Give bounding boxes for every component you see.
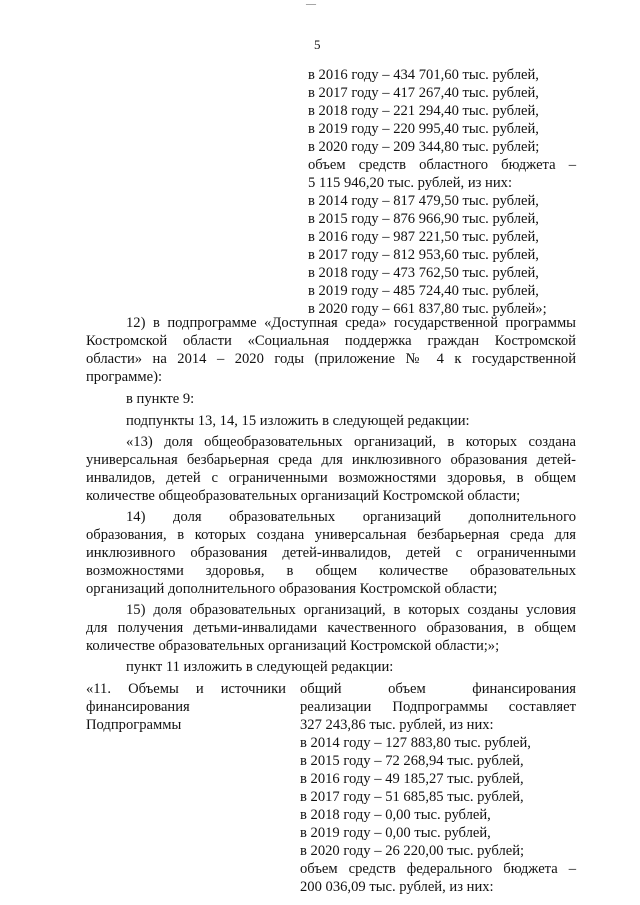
table-right-line: в 2014 году – 127 883,80 тыс. рублей,	[300, 735, 531, 751]
table-right-line: в 2016 году – 49 185,27 тыс. рублей,	[300, 771, 524, 787]
amount-line: в 2020 году – 209 344,80 тыс. рублей;	[308, 139, 540, 155]
table-left-line: финансирования	[86, 699, 190, 715]
amount-line: в 2018 году – 221 294,40 тыс. рублей,	[308, 103, 539, 119]
table-right-line: в 2017 году – 51 685,85 тыс. рублей,	[300, 789, 524, 805]
paragraph-line: 15) доля образовательных организаций, в которых созданы условия	[126, 602, 576, 618]
paragraph-line: количестве образовательных организаций Костромской области;»;	[86, 638, 500, 654]
table-right-line: в 2015 году – 72 268,94 тыс. рублей,	[300, 753, 524, 769]
table-right-line: 327 243,86 тыс. рублей, из них:	[300, 717, 494, 733]
table-right-line: объем средств федерального бюджета –	[300, 861, 576, 877]
amount-line: 5 115 946,20 тыс. рублей, из них:	[308, 175, 513, 191]
amount-line: в 2016 году – 987 221,50 тыс. рублей,	[308, 229, 539, 245]
paragraph-line: инвалидов, детей с ограниченными возможностями здоровья, в общем	[86, 470, 576, 486]
table-right-line: реализации Подпрограммы составляет	[300, 699, 576, 715]
paragraph-line: подпункты 13, 14, 15 изложить в следующей редакции:	[126, 413, 470, 429]
amount-line: в 2014 году – 817 479,50 тыс. рублей,	[308, 193, 539, 209]
paragraph-line: области» на 2014 – 2020 годы (приложение № 4 к государственной	[86, 351, 576, 367]
table-left-line: «11. Объемы и источники	[86, 681, 286, 697]
amount-line: в 2020 году – 661 837,80 тыс. рублей»;	[308, 301, 547, 317]
paragraph-line: 12) в подпрограмме «Доступная среда» государственной программы	[126, 315, 576, 331]
amount-line: в 2016 году – 434 701,60 тыс. рублей,	[308, 67, 539, 83]
paragraph-line: «13) доля общеобразовательных организаций, в которых создана	[126, 434, 576, 450]
amount-line: в 2019 году – 485 724,40 тыс. рублей,	[308, 283, 539, 299]
page-number: 5	[314, 37, 321, 52]
table-right-line: в 2019 году – 0,00 тыс. рублей,	[300, 825, 491, 841]
table-right-line: в 2020 году – 26 220,00 тыс. рублей;	[300, 843, 525, 859]
paragraph-line: Костромской области «Социальная поддержка граждан Костромской	[86, 333, 576, 349]
top-mark: —	[306, 0, 316, 10]
amount-line: в 2017 году – 417 267,40 тыс. рублей,	[308, 85, 539, 101]
paragraph-line: возможностями здоровья, в общем количестве образовательных	[86, 563, 576, 579]
paragraph-line: для получения детьми-инвалидами качественного образования, в общем	[86, 620, 576, 636]
paragraph-line: организаций дополнительного образования Костромской области;	[86, 581, 498, 597]
paragraph-line: 14) доля образовательных организаций дополнительного	[126, 509, 576, 525]
amount-line: в 2019 году – 220 995,40 тыс. рублей,	[308, 121, 539, 137]
paragraph-line: пункт 11 изложить в следующей редакции:	[126, 659, 394, 675]
paragraph-line: образования, в которых создана универсальная безбарьерная среда для	[86, 527, 576, 543]
table-right-line: в 2018 году – 0,00 тыс. рублей,	[300, 807, 491, 823]
amount-line: в 2015 году – 876 966,90 тыс. рублей,	[308, 211, 539, 227]
amount-line: в 2018 году – 473 762,50 тыс. рублей,	[308, 265, 539, 281]
amount-line: в 2017 году – 812 953,60 тыс. рублей,	[308, 247, 539, 263]
paragraph-line: инклюзивного образования детей-инвалидов, детей с ограниченными	[86, 545, 576, 561]
paragraph-line: универсальная безбарьерная среда для инклюзивного образования детей-	[86, 452, 576, 468]
amount-line: объем средств областного бюджета –	[308, 157, 576, 173]
table-left-line: Подпрограммы	[86, 717, 182, 733]
paragraph-line: количестве общеобразовательных организаций Костромской области;	[86, 488, 521, 504]
table-right-line: 200 036,09 тыс. рублей, из них:	[300, 879, 494, 895]
table-right-line: общий объем финансирования	[300, 681, 576, 697]
paragraph-line: в пункте 9:	[126, 391, 195, 407]
paragraph-line: программе):	[86, 369, 163, 385]
